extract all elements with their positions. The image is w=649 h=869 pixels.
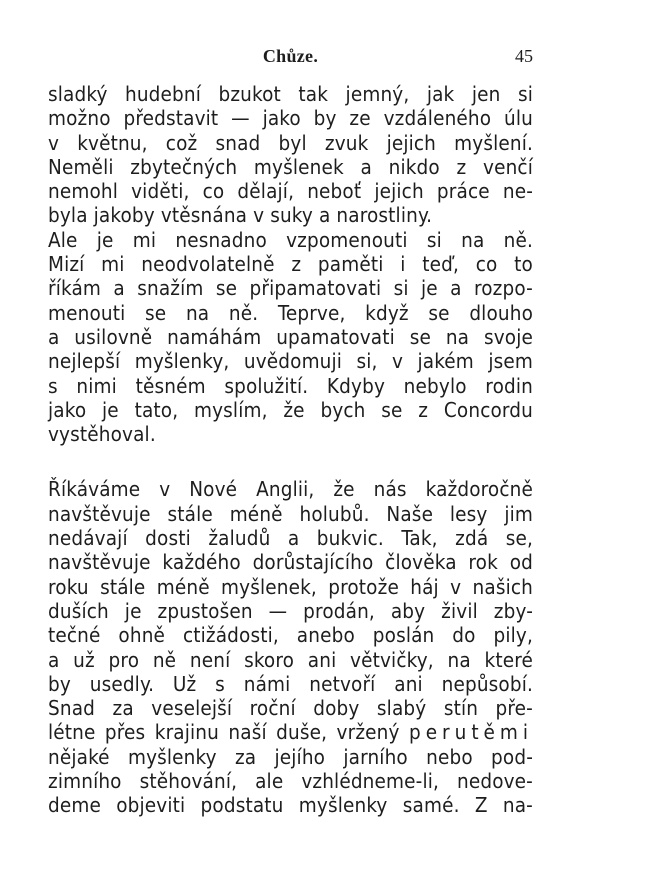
text-line: v květnu, což snad byl zvuk jejich myšlení. [48,130,533,155]
text-segment: létne přes krajinu naší duše, vržený [48,720,400,745]
paragraph [48,477,533,817]
text-line: a usilovně namáhám upamatovati se na svoje [48,324,533,349]
text-line: nemohl viděti, co dělají, neboť jejich práce ne- [48,179,533,204]
text-line: jako je tato, myslím, že bych se z Concordu [48,397,533,422]
emphasized-word: perutěmi [408,720,533,745]
text-line: možno představit — jako by ze vzdáleného úlu [48,106,533,131]
text-line: menouti se na ně. Teprve, když se dlouho [48,300,533,325]
text-line: sladký hudební bzukot tak jemný, jak jen si [48,82,533,106]
text-line: duších je zpustošen — prodán, aby živil zby- [48,598,533,623]
text-line: Říkáváme v Nové Anglii, že nás každoročně [48,477,533,502]
text-line: zimního stěhování, ale vzhlédneme-li, nedove- [48,769,533,794]
running-title: Chůze. [262,46,319,66]
text-line-with-emphasis [48,720,533,744]
page-header [48,46,533,72]
text-line: by usedly. Už s námi netvoří ani nepůsobí. [48,671,533,696]
text-line: vystěhoval. [48,422,156,447]
text-line: navštěvuje každého dorůstajícího člověka rok od [48,550,533,575]
text-line: roku stále méně myšlenek, protože háj v našich [48,574,533,599]
text-line: byla jakoby vtěsnána v suky a narostliny. [48,203,433,228]
text-line: tečné ohně ctižádosti, anebo poslán do pily, [48,623,533,648]
page-number: 45 [515,46,533,66]
paragraph [48,82,533,228]
text-line: Ale je mi nesnadno vzpomenouti si na ně. [48,227,533,252]
text-line: Mizí mi neodvolatelně z paměti i teď, co to [48,252,533,277]
text-line: nejlepší myšlenky, uvědomuji si, v jakém jsem [48,349,533,374]
text-line: Snad za veselejší roční doby slabý stín pře- [48,696,533,721]
text-line: s nimi těsném spolužití. Kdyby nebylo rodin [48,373,533,398]
text-line: navštěvuje stále méně holubů. Naše lesy jim [48,501,533,526]
body-text [48,82,533,818]
text-line: a už pro ně není skoro ani větvičky, na které [48,647,533,672]
paragraph [48,228,533,447]
text-line: nějaké myšlenky za jejího jarního nebo pod- [48,744,533,769]
text-line: nedávají dosti žaludů a bukvic. Tak, zdá se, [48,526,533,551]
text-line: říkám a snažím se připamatovati si je a rozpo- [48,276,533,301]
text-line: deme objeviti podstatu myšlenky samé. Z na- [48,793,533,818]
text-line: Neměli zbytečných myšlenek a nikdo z venčí [48,154,533,179]
paragraph-gap [48,446,533,477]
